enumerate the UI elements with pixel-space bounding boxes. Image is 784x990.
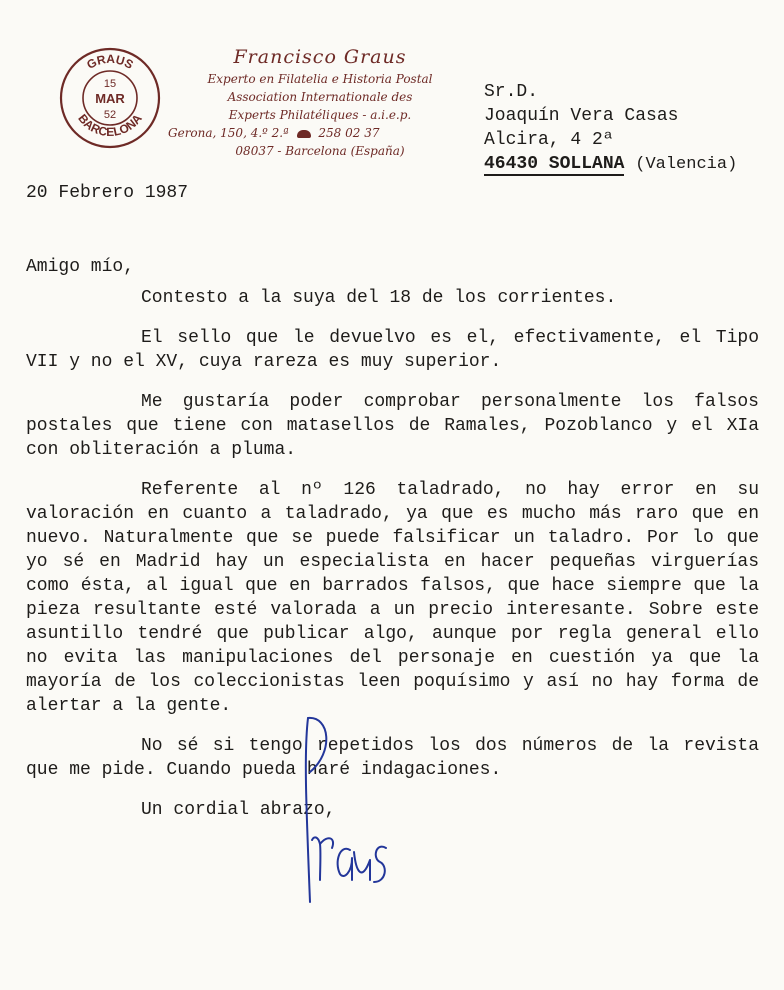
paragraph-2: El sello que le devuelvo es el, efectivamente, el Tipo VII y no el XV, cuya rareza es muy superior. <box>26 328 759 372</box>
paragraph-4: Referente al nº 126 taladrado, no hay error en su valoración en cuanto a taladrado, ya que es mucho más raro que en nuevo. Naturalmente que se puede falsificar un taladro. Por lo que yo sé en Madrid hay un especialista en hacer pequeñas virguerías como ésta, al igual que en barrados falsos, que hace siempre que la pieza resultante esté valorada a un precio interesante. Sobre este asuntillo tendré que publicar algo, aunque por regla general ello no evita las manipulaciones del personaje en cuestión ya que la mayoría de los coleccionistas leen poquísimo y así no hay forma de alertar a la gente. <box>26 480 759 716</box>
recipient-name: Joaquín Vera Casas <box>484 106 679 126</box>
paragraph-1: Contesto a la suya del 18 de los corrientes. <box>141 288 617 308</box>
telephone-icon <box>297 130 311 138</box>
sender-address: Gerona, 150, 4.º 2.ª <box>168 126 289 140</box>
recipient-title: Sr.D. <box>484 82 539 102</box>
sender-name: Francisco Graus <box>233 46 407 68</box>
stamp-top-text: GRAUS <box>84 51 136 72</box>
recipient-street: Alcira, 4 2ª <box>484 130 614 150</box>
sender-address-line <box>160 124 480 142</box>
sender-city: 08037 - Barcelona (España) <box>235 144 405 158</box>
paragraph-5: No sé si tengo repetidos los dos números de la revista que me pide. Cuando pueda haré indagaciones. <box>26 736 759 780</box>
svg-text:GRAUS <box>84 52 135 72</box>
stamp-bottom-text: BARCELONA <box>75 111 145 140</box>
recipient-block <box>484 80 737 177</box>
paragraph-3: Me gustaría poder comprobar personalmente los falsos postales que tiene con matasellos de Ramales, Pozoblanco y el XIa con obliteración a pluma. <box>26 392 759 460</box>
recipient-province: (Valencia) <box>635 155 738 174</box>
stamp-month: MAR <box>95 91 125 106</box>
recipient-city-line <box>484 152 737 177</box>
postmark-stamp <box>58 46 162 150</box>
stamp-year: 52 <box>103 109 117 121</box>
letter-date: 20 Febrero 1987 <box>26 183 189 203</box>
sender-association-2: Experts Philatéliques - a.i.e.p. <box>228 108 412 122</box>
sender-association: Association Internationale des <box>227 90 413 104</box>
sender-title: Experto en Filatelia e Historia Postal <box>207 72 433 86</box>
recipient-city: 46430 SOLLANA <box>484 154 625 174</box>
sender-phone: 258 02 37 <box>318 126 380 140</box>
stamp-day: 15 <box>103 78 117 90</box>
salutation: Amigo mío, <box>26 257 135 277</box>
handwritten-signature <box>290 712 400 912</box>
closing: Un cordial abrazo, <box>141 800 336 820</box>
letterhead <box>160 44 480 160</box>
